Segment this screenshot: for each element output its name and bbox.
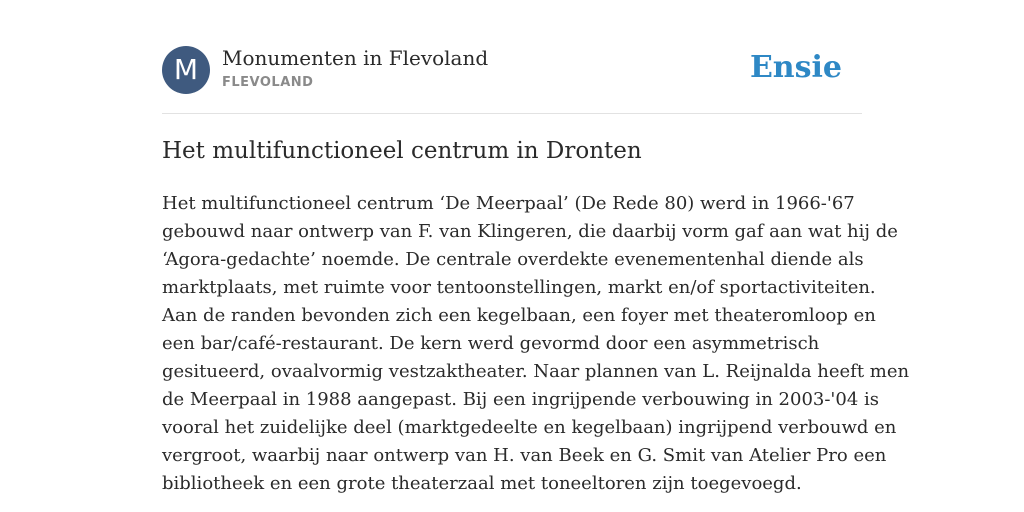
article-line: gesitueerd, ovaalvormig vestzaktheater. Naar plannen van L. Reijnalda heeft men [162, 361, 910, 382]
article-line: marktplaats, met ruimte voor tentoonstellingen, markt en/of sportactiviteiten. [162, 277, 876, 298]
article-line: de Meerpaal in 1988 aangepast. Bij een ingrijpende verbouwing in 2003-'04 is [162, 389, 879, 410]
brand-logo[interactable]: Ensie [749, 50, 842, 85]
article-title: Het multifunctioneel centrum in Dronten [162, 138, 642, 164]
article-line: vooral het zuidelijke deel (marktgedeelte en kegelbaan) ingrijpend verbouwd en [162, 417, 897, 438]
article-line: gebouwd naar ontwerp van F. van Klingeren, die daarbij vorm gaf aan wat hij de [162, 221, 898, 242]
header-divider [162, 113, 862, 114]
article-line: een bar/café-restaurant. De kern werd gevormd door een asymmetrisch [162, 333, 820, 354]
article-line: vergroot, waarbij naar ontwerp van H. van Beek en G. Smit van Atelier Pro een [162, 445, 887, 466]
article-line: Het multifunctioneel centrum ‘De Meerpaal’ (De Rede 80) werd in 1966-'67 [162, 193, 855, 214]
source-title-link[interactable]: Monumenten in Flevoland [222, 46, 489, 70]
source-header [162, 46, 862, 96]
article-line: bibliotheek en een grote theaterzaal met toneeltoren zijn toegevoegd. [162, 473, 802, 494]
avatar[interactable]: M [162, 46, 210, 94]
article-body [162, 190, 910, 498]
article-line: ‘Agora-gedachte’ noemde. De centrale overdekte evenementenhal diende als [162, 249, 864, 270]
article-line: Aan de randen bevonden zich een kegelbaan, een foyer met theateromloop en [162, 305, 876, 326]
source-subtitle: FLEVOLAND [222, 75, 314, 90]
